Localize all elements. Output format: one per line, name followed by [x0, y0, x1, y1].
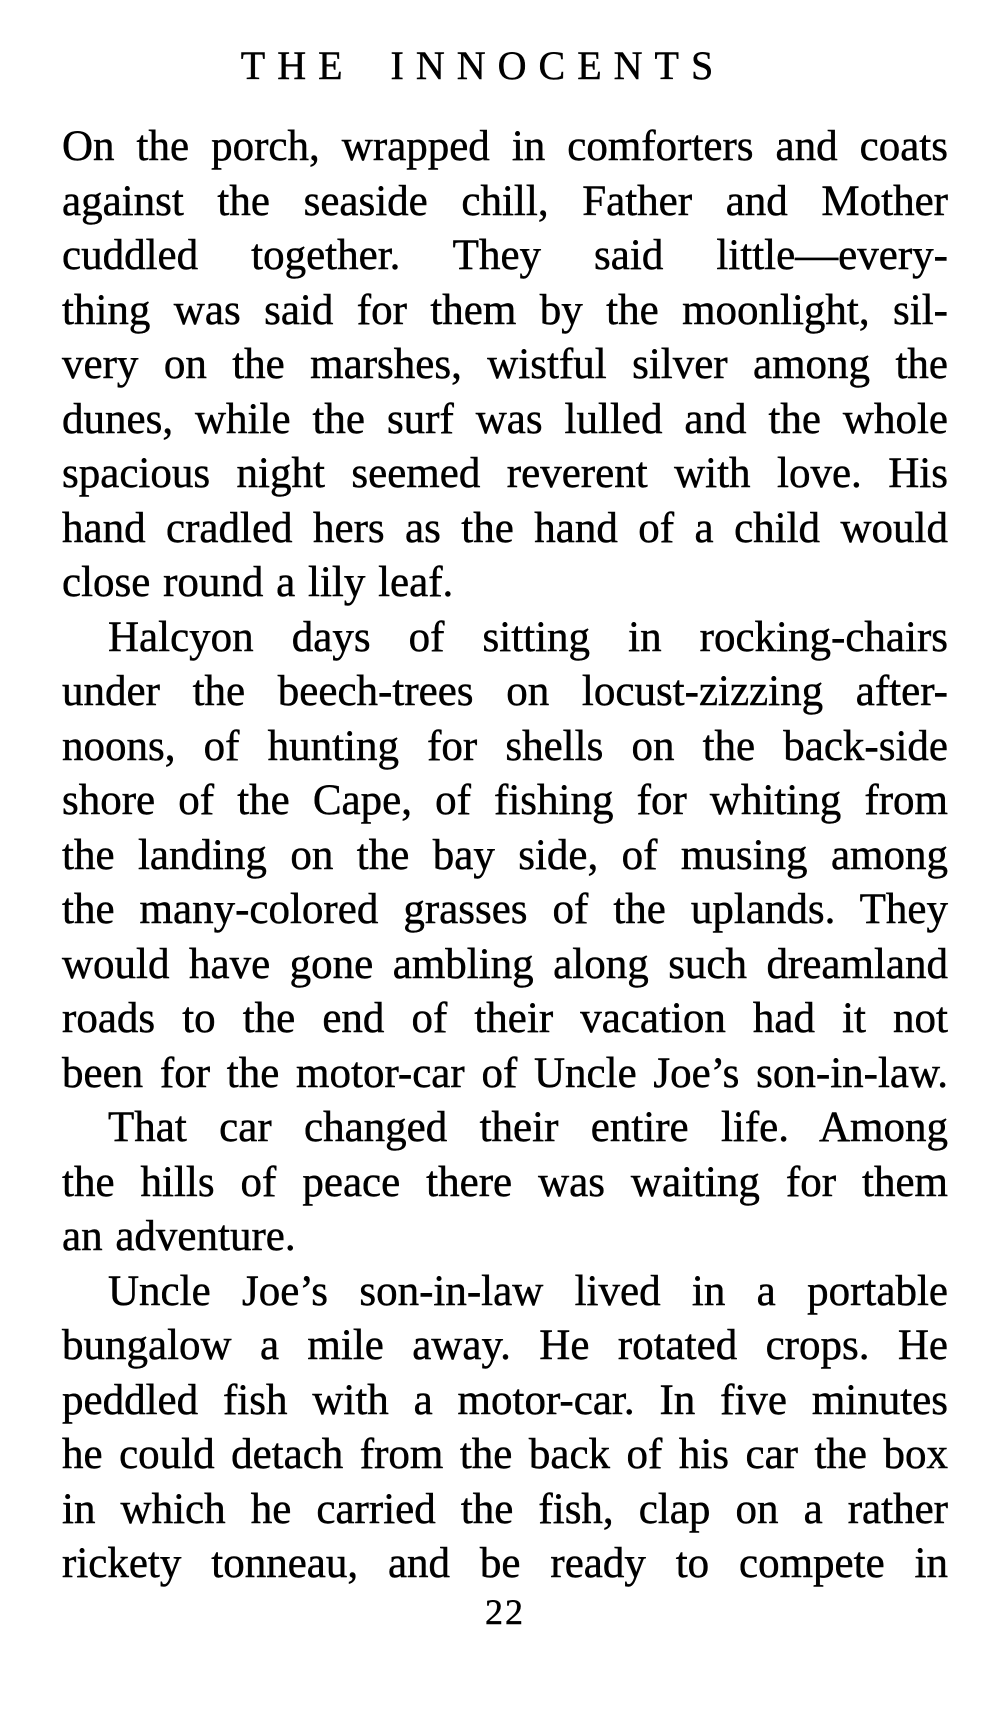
- text-line: Halcyon days of sitting in rocking-chairs: [108, 613, 948, 661]
- text-line: dunes, while the surf was lulled and the whole: [62, 395, 948, 443]
- text-line: the many-colored grasses of the uplands. They: [62, 886, 948, 933]
- text-line: cuddled together. They said little—every-: [62, 232, 948, 279]
- text-line: Uncle Joe’s son-in-law lived in a portable: [108, 1267, 948, 1315]
- text-line: against the seaside chill, Father and Mother: [62, 177, 948, 225]
- text-line: That car changed their entire life. Among: [108, 1104, 948, 1151]
- text-line: noons, of hunting for shells on the back-side: [62, 722, 948, 770]
- text-line: in which he carried the fish, clap on a rather: [62, 1485, 948, 1533]
- text-column: [62, 120, 948, 1592]
- text-line: under the beech-trees on locust-zizzing after-: [62, 668, 948, 715]
- text-line: close round a lily leaf.: [62, 559, 454, 606]
- text-line: the hills of peace there was waiting for them: [62, 1158, 948, 1206]
- text-line: he could detach from the back of his car the box: [62, 1431, 948, 1478]
- text-line: shore of the Cape, of fishing for whiting from: [62, 777, 948, 824]
- text-line: thing was said for them by the moonlight, sil-: [62, 286, 948, 334]
- text-line: hand cradled hers as the hand of a child would: [62, 504, 948, 552]
- text-line: spacious night seemed reverent with love. His: [62, 450, 948, 497]
- text-line: peddled fish with a motor-car. In five minutes: [62, 1376, 948, 1424]
- text-line: bungalow a mile away. He rotated crops. He: [62, 1322, 948, 1369]
- text-line: an adventure.: [62, 1213, 296, 1260]
- text-line: would have gone ambling along such dreamland: [62, 940, 948, 988]
- text-line: the landing on the bay side, of musing among: [62, 831, 948, 879]
- text-line: roads to the end of their vacation had it not: [62, 995, 948, 1042]
- text-line: On the porch, wrapped in comforters and coats: [62, 123, 948, 170]
- text-line: been for the motor-car of Uncle Joe’s son-in-law.: [62, 1049, 948, 1097]
- text-line: rickety tonneau, and be ready to compete in: [62, 1540, 948, 1587]
- page-number: 22: [485, 1591, 525, 1632]
- text-line: very on the marshes, wistful silver among the: [62, 341, 948, 388]
- running-title: THE INNOCENTS: [240, 43, 726, 88]
